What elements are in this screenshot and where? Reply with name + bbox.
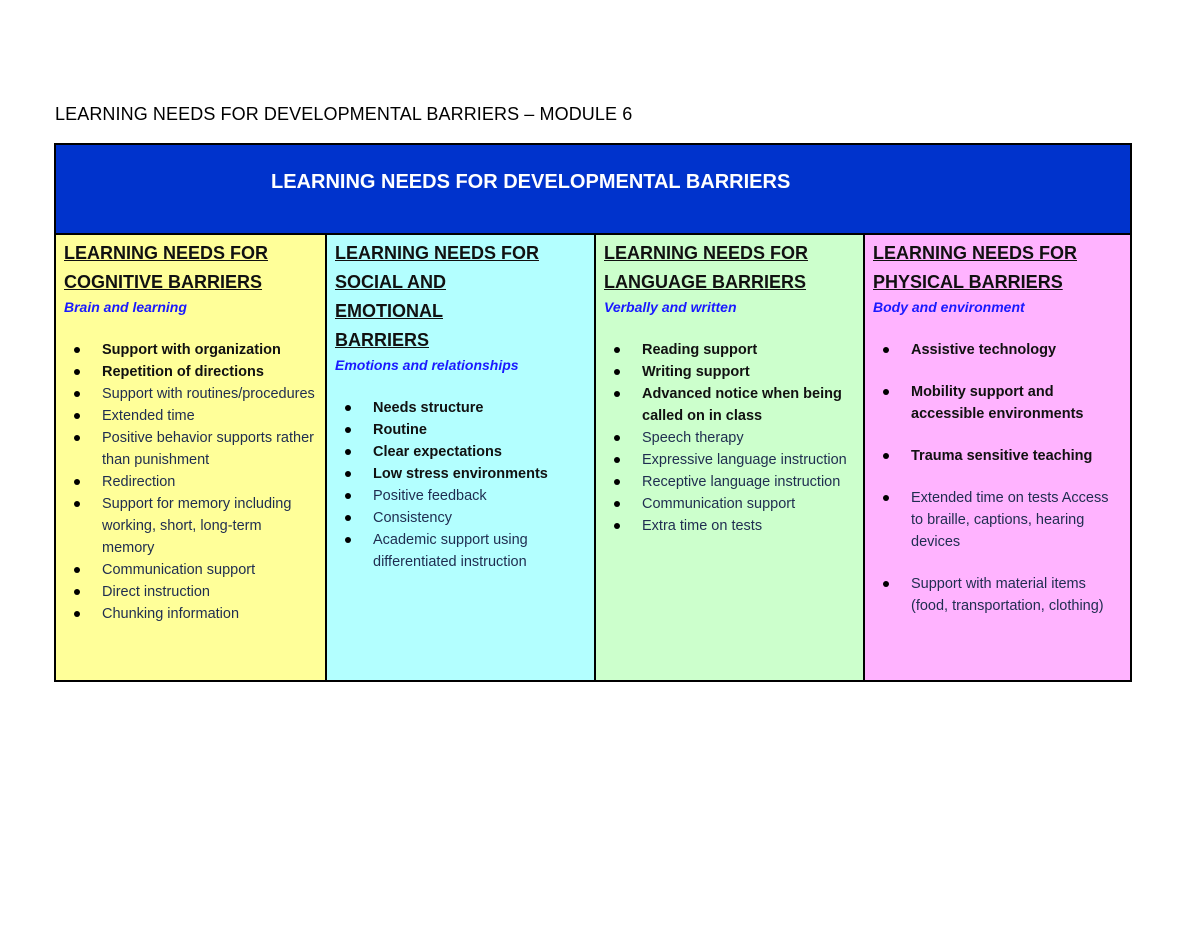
list-item: Support with material items (food, transportation, clothing) (873, 573, 1122, 617)
list-item: Extra time on tests (604, 515, 855, 537)
list-item: Trauma sensitive teaching (873, 445, 1122, 467)
column-heading: LEARNING NEEDS FOR PHYSICAL BARRIERS (873, 243, 1078, 292)
list-item: Consistency (335, 507, 586, 529)
column-heading: LEARNING NEEDS FOR SOCIAL AND EMOTIONAL BARRIERS (335, 243, 540, 350)
list-item: Assistive technology (873, 339, 1122, 361)
column-physical (863, 235, 1130, 680)
list-item: Support with organization (64, 339, 317, 361)
list-item: Mobility support and accessible environments (873, 381, 1122, 425)
list-item: Expressive language instruction (604, 449, 855, 471)
list-item: Writing support (604, 361, 855, 383)
needs-list (873, 339, 1122, 617)
list-item: Needs structure (335, 397, 586, 419)
needs-list (604, 339, 855, 537)
list-item: Direct instruction (64, 581, 317, 603)
list-item: Advanced notice when being called on in class (604, 383, 855, 427)
table-banner (56, 145, 1130, 235)
banner-title: LEARNING NEEDS FOR DEVELOPMENTAL BARRIERS (271, 171, 791, 193)
list-item: Reading support (604, 339, 855, 361)
list-item: Support for memory including working, short, long-term memory (64, 493, 317, 559)
list-item: Receptive language instruction (604, 471, 855, 493)
list-item: Communication support (604, 493, 855, 515)
list-item: Extended time (64, 405, 317, 427)
column-subheading: Emotions and relationships (335, 357, 519, 373)
list-item: Repetition of directions (64, 361, 317, 383)
column-cognitive (56, 235, 325, 680)
list-item: Academic support using differentiated instruction (335, 529, 586, 573)
list-item: Positive behavior supports rather than punishment (64, 427, 317, 471)
list-item: Extended time on tests Access to braille, captions, hearing devices (873, 487, 1122, 553)
list-item: Communication support (64, 559, 317, 581)
list-item: Redirection (64, 471, 317, 493)
needs-list (64, 339, 317, 625)
column-heading: LEARNING NEEDS FOR LANGUAGE BARRIERS (604, 243, 809, 292)
document-title: LEARNING NEEDS FOR DEVELOPMENTAL BARRIERS – MODULE 6 (55, 104, 633, 124)
list-item: Positive feedback (335, 485, 586, 507)
barriers-table (54, 143, 1132, 682)
list-item: Speech therapy (604, 427, 855, 449)
column-social-emotional (325, 235, 594, 680)
needs-list (335, 397, 586, 573)
list-item: Clear expectations (335, 441, 586, 463)
column-heading: LEARNING NEEDS FOR COGNITIVE BARRIERS (64, 243, 269, 292)
column-subheading: Brain and learning (64, 299, 187, 315)
list-item: Routine (335, 419, 586, 441)
column-language (594, 235, 863, 680)
list-item: Support with routines/procedures (64, 383, 317, 405)
column-subheading: Verbally and written (604, 299, 737, 315)
list-item: Chunking information (64, 603, 317, 625)
list-item: Low stress environments (335, 463, 586, 485)
column-subheading: Body and environment (873, 299, 1025, 315)
